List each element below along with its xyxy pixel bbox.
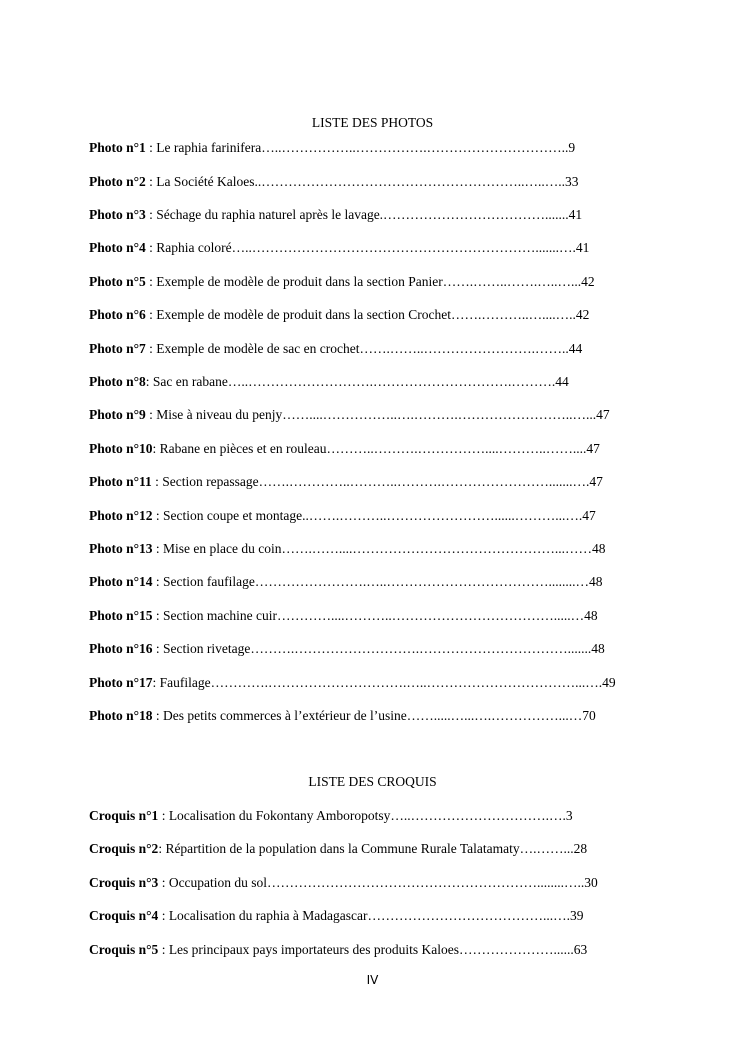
photo-entry-10: [89, 441, 649, 457]
photo-text: : Section coupe et montage..…….………..……………………......………...….47: [152, 508, 596, 523]
photo-text: : Exemple de modèle de sac en crochet…….……..…………………….……..44: [145, 341, 583, 356]
photo-text: : La Société Kaloes..…………………………………………………..…..…..33: [145, 174, 579, 189]
croquis-label: Croquis n°4: [89, 908, 159, 923]
photo-text: : Rabane en pièces et en rouleau………..……….……………....………..……....47: [152, 441, 600, 456]
photo-text: : Section machine cuir…………....………..……………………………….....…48: [152, 608, 598, 623]
photo-text: : Le raphia farinifera…..……………..…………….…………………………..9: [145, 140, 576, 155]
photo-label: Photo n°13: [89, 541, 153, 556]
croquis-text: : Les principaux pays importateurs des produits Kaloes…………………......63: [158, 942, 588, 957]
croquis-entry-4: [89, 908, 649, 924]
photo-text: : Section repassage…….…………..………..……….…………………….......….47: [151, 474, 603, 489]
photo-entry-3: [89, 207, 649, 223]
photo-label: Photo n°10: [89, 441, 153, 456]
croquis-label: Croquis n°2: [89, 841, 159, 856]
photo-text: : Exemple de modèle de produit dans la section Panier…….……..…….…..…...42: [145, 274, 595, 289]
photo-label: Photo n°3: [89, 207, 146, 222]
photo-label: Photo n°1: [89, 140, 146, 155]
photo-entry-4: [89, 240, 649, 256]
photo-entry-12: [89, 508, 649, 524]
photo-label: Photo n°15: [89, 608, 153, 623]
photo-label: Photo n°7: [89, 341, 146, 356]
photo-label: Photo n°8: [89, 374, 146, 389]
photo-text: : Section faufilage…………………….…..………………………………........…48: [152, 574, 603, 589]
croquis-text: : Localisation du Fokontany Amboropotsy…..………………………….….3: [158, 808, 573, 823]
photo-label: Photo n°4: [89, 240, 146, 255]
photo-text: : Raphia coloré…..……………………………………………………….......….41: [145, 240, 590, 255]
photo-label: Photo n°5: [89, 274, 146, 289]
photo-entry-8: [89, 374, 649, 390]
photo-label: Photo n°6: [89, 307, 146, 322]
photo-entry-11: [89, 474, 649, 490]
photo-entry-17: [89, 675, 649, 691]
croquis-entry-1: [89, 808, 649, 824]
croquis-text: : Occupation du sol……………………………………………………........…..30: [158, 875, 598, 890]
page-number: IV: [366, 973, 379, 987]
photo-text: : Séchage du raphia naturel après le lavage.……………………………….......41: [145, 207, 583, 222]
photo-label: Photo n°18: [89, 708, 153, 723]
photo-entry-15: [89, 608, 649, 624]
photo-entry-13: [89, 541, 649, 557]
photo-text: : Mise en place du coin…….……....………………………………………...……48: [152, 541, 606, 556]
photo-entry-14: [89, 574, 649, 590]
photo-text: : Exemple de modèle de produit dans la section Crochet…….………..…....…..42: [145, 307, 590, 322]
photo-text: : Sac en rabane…..……………………….………………………….……….44: [145, 374, 569, 389]
croquis-text: : Localisation du raphia à Madagascar…………………………………...….39: [158, 908, 584, 923]
croquis-label: Croquis n°1: [89, 808, 159, 823]
photo-label: Photo n°12: [89, 508, 153, 523]
photo-label: Photo n°11: [89, 474, 152, 489]
croquis-entry-5: [89, 942, 649, 958]
photo-text: : Faufilage………….………………………….…..……………………………...….49: [152, 675, 616, 690]
photo-label: Photo n°14: [89, 574, 153, 589]
photo-entry-18: [89, 708, 649, 724]
photo-label: Photo n°17: [89, 675, 153, 690]
photo-entry-16: [89, 641, 649, 657]
photo-label: Photo n°16: [89, 641, 153, 656]
photo-text: : Des petits commerces à l’extérieur de l’usine…….....…...….……………...…70: [152, 708, 596, 723]
photo-text: : Section rivetage……….……………………….…………………………….......48: [152, 641, 605, 656]
photos-list-title: LISTE DES PHOTOS: [311, 115, 434, 130]
photo-entry-5: [89, 274, 649, 290]
croquis-entry-3: [89, 875, 649, 891]
croquis-label: Croquis n°5: [89, 942, 159, 957]
photo-text: : Mise à niveau du penjy……....……………..….……….……………………..…...47: [145, 407, 610, 422]
croquis-text: : Répartition de la population dans la Commune Rurale Talatamaty….……...28: [158, 841, 588, 856]
photo-entry-7: [89, 341, 649, 357]
croquis-label: Croquis n°3: [89, 875, 159, 890]
photo-entry-1: [89, 140, 649, 156]
photo-label: Photo n°9: [89, 407, 146, 422]
photo-entry-9: [89, 407, 649, 423]
photo-label: Photo n°2: [89, 174, 146, 189]
photo-entry-2: [89, 174, 649, 190]
croquis-list-title: LISTE DES CROQUIS: [308, 774, 437, 789]
croquis-entry-2: [89, 841, 649, 857]
photo-entry-6: [89, 307, 649, 323]
